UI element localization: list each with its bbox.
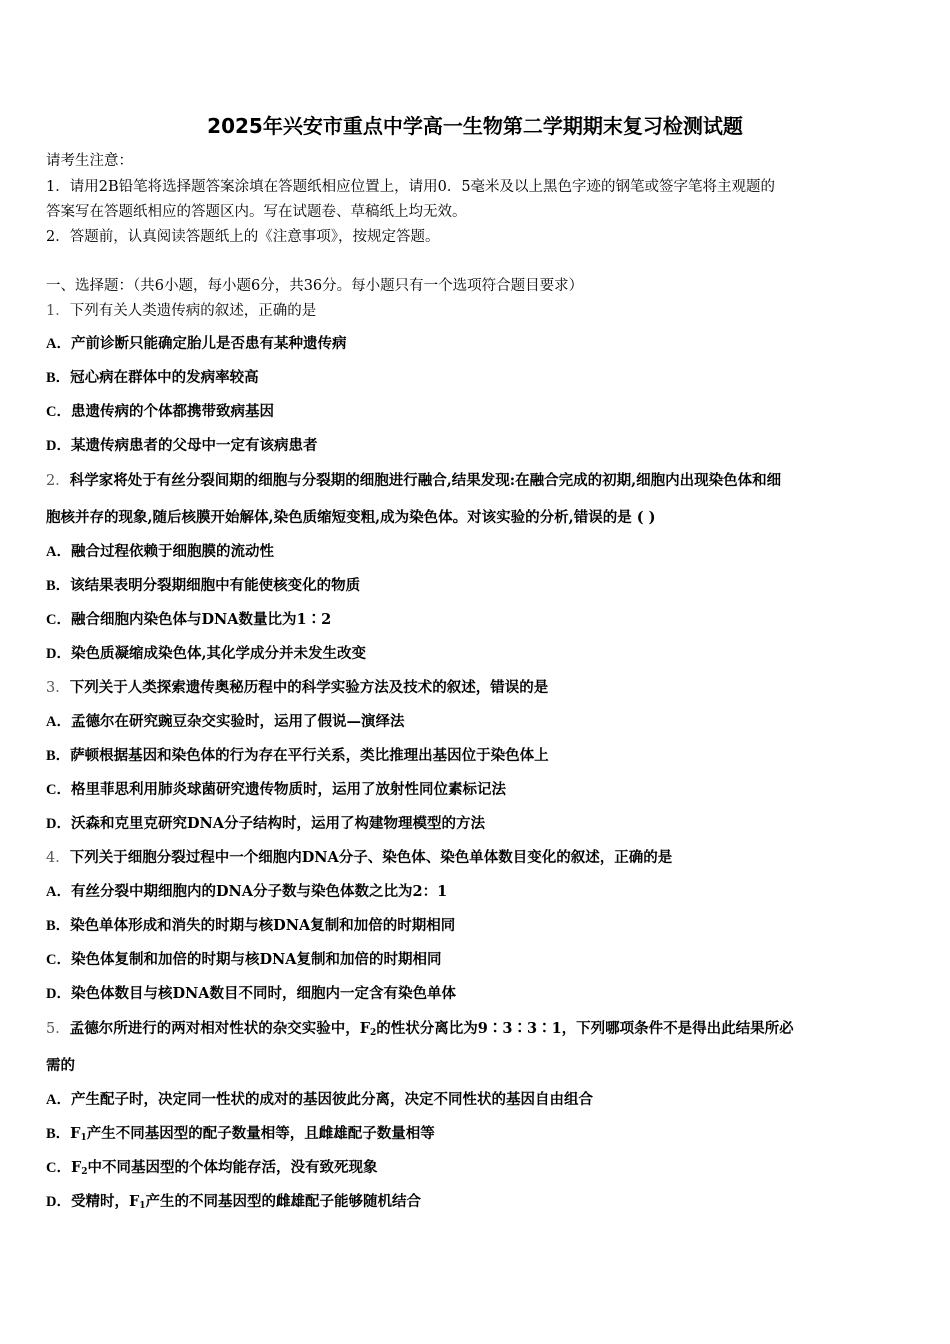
option-text: 融合细胞内染色体与DNA数量比为1∶2 [70,611,332,628]
question-5-option-a[interactable] [46,1090,593,1110]
option-letter: A． [46,1092,71,1108]
option-letter: D． [46,1194,71,1210]
question-4-option-d[interactable] [46,984,456,1004]
notice-item-1-line-2: 答案写在答题纸相应的答题区内。写在试题卷、草稿纸上均无效。 [46,204,467,220]
question-number: 2． [46,473,70,489]
option-text: 产生的不同基因型的雌雄配子能够随机结合 [145,1193,422,1210]
question-4-option-b[interactable] [46,916,455,936]
question-text: 下列关于细胞分裂过程中一个细胞内DNA分子、染色体、染色单体数目变化的叙述，正确的是 [69,849,673,866]
option-text: 染色质凝缩成染色体,其化学成分并未发生改变 [70,645,367,662]
option-text: 冠心病在群体中的发病率较高 [70,369,259,386]
question-4-option-c[interactable] [46,950,442,970]
question-1-option-a[interactable] [46,334,346,354]
option-text: 格里菲思利用肺炎球菌研究遗传物质时，运用了放射性同位素标记法 [70,781,506,798]
question-2-option-b[interactable] [46,576,360,596]
question-2-stem-line-1 [46,471,781,491]
option-text: 中不同基因型的个体均能存活，没有致死现象 [87,1159,378,1176]
option-text: 产前诊断只能确定胎儿是否患有某种遗传病 [70,335,347,352]
question-1-option-b[interactable] [46,368,259,388]
option-text: 受精时，F [70,1193,140,1210]
question-3-option-d[interactable] [46,814,485,834]
option-text: 该结果表明分裂期细胞中有能使核变化的物质 [70,577,361,594]
option-letter: B． [46,748,71,764]
option-letter: D． [46,646,71,662]
question-text: 胞核并存的现象,随后核膜开始解体,染色质缩短变粗,成为染色体。对该实验的分析,错误的是 ( ) [46,509,656,526]
option-letter: C． [46,1160,71,1176]
question-3-option-b[interactable] [46,746,549,766]
question-5-stem-line-1 [46,1019,794,1039]
option-text: 染色单体形成和消失的时期与核DNA复制和加倍的时期相同 [70,917,456,934]
option-letter: B． [46,578,71,594]
question-3-stem [46,678,548,698]
option-letter: C． [46,612,71,628]
subscript: 2 [370,1028,377,1038]
option-text: 产生配子时，决定同一性状的成对的基因彼此分离，决定不同性状的基因自由组合 [70,1091,593,1108]
option-text: 有丝分裂中期细胞内的DNA分子数与染色体数之比为2：1 [70,883,448,900]
question-text: 科学家将处于有丝分裂间期的细胞与分裂期的细胞进行融合,结果发现:在融合完成的初期,细胞内出现染色体和细 [69,472,782,489]
option-letter: D． [46,438,71,454]
question-5-option-b[interactable] [46,1124,435,1144]
question-1-option-c[interactable] [46,402,274,422]
question-text: 下列关于人类探索遗传奥秘历程中的科学实验方法及技术的叙述，错误的是 [69,679,549,696]
option-letter: A． [46,884,71,900]
question-number: 1． [46,303,70,319]
question-text: 下列有关人类遗传病的叙述，正确的是 [69,303,317,319]
option-letter: B． [46,370,71,386]
subscript: 2 [81,1167,88,1177]
question-2-option-a[interactable] [46,542,274,562]
subscript: 1 [139,1201,146,1211]
option-text: 萨顿根据基因和染色体的行为存在平行关系，类比推理出基因位于染色体上 [70,747,549,764]
option-letter: A． [46,714,71,730]
option-text: F [70,1159,82,1176]
question-5-option-d[interactable] [46,1192,421,1212]
option-text: 产生不同基因型的配子数量相等，且雌雄配子数量相等 [86,1125,435,1142]
section-heading: 一、选择题：（共6小题，每小题6分，共36分。每小题只有一个选项符合题目要求） [46,278,584,294]
option-letter: A． [46,544,71,560]
question-2-option-c[interactable] [46,610,331,630]
question-1-stem [46,301,316,321]
option-text: F [70,1125,81,1142]
option-letter: D． [46,986,71,1002]
question-number: 5． [46,1021,70,1037]
page-title: 2025年兴安市重点中学高一生物第二学期期末复习检测试题 [207,114,743,138]
question-5-option-c[interactable] [46,1158,378,1178]
question-2-stem-line-2 [46,508,656,528]
option-text: 孟德尔在研究豌豆杂交实验时，运用了假说—演绎法 [70,713,405,730]
option-text: 融合过程依赖于细胞膜的流动性 [70,543,274,560]
question-2-option-d[interactable] [46,644,366,664]
question-4-option-a[interactable] [46,882,447,902]
question-text: 需的 [46,1057,75,1074]
option-text: 某遗传病患者的父母中一定有该病患者 [70,437,318,454]
option-letter: B． [46,918,71,934]
option-text: 染色体数目与核DNA数目不同时，细胞内一定含有染色单体 [70,985,457,1002]
option-text: 患遗传病的个体都携带致病基因 [70,403,274,420]
option-letter: C． [46,404,71,420]
notice-heading: 请考生注意： [46,153,133,169]
option-text: 染色体复制和加倍的时期与核DNA复制和加倍的时期相同 [70,951,442,968]
question-1-option-d[interactable] [46,436,317,456]
option-letter: D． [46,816,71,832]
question-3-option-c[interactable] [46,780,506,800]
option-letter: C． [46,782,71,798]
question-number: 4． [46,850,70,866]
question-4-stem [46,848,672,868]
notice-item-2: 2．答题前，认真阅读答题纸上的《注意事项》，按规定答题。 [46,229,440,245]
notice-item-1-line-1: 1．请用2B铅笔将选择题答案涂填在答题纸相应位置上，请用0．5毫米及以上黑色字迹的钢笔或签字笔将主观题的 [46,179,776,195]
option-letter: C． [46,952,71,968]
option-letter: B． [46,1126,71,1142]
question-number: 3． [46,680,70,696]
question-text: 的性状分离比为9∶3∶3∶1，下列哪项条件不是得出此结果所必 [376,1020,794,1037]
option-text: 沃森和克里克研究DNA分子结构时，运用了构建物理模型的方法 [70,815,486,832]
subscript: 1 [80,1133,87,1143]
option-letter: A． [46,336,71,352]
question-3-option-a[interactable] [46,712,404,732]
question-text: 孟德尔所进行的两对相对性状的杂交实验中，F [69,1020,371,1037]
question-5-stem-line-2 [46,1056,75,1076]
